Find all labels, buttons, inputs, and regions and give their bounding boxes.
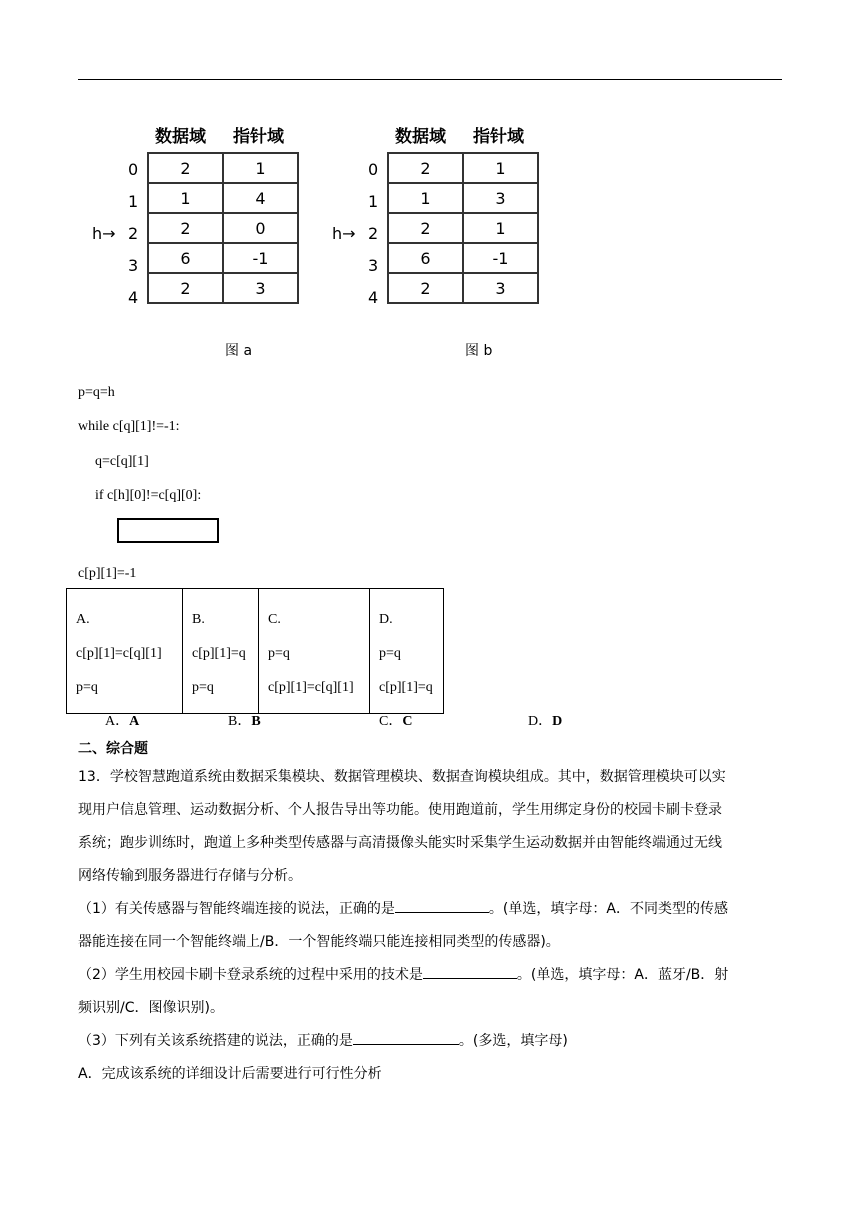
- table-row: [148, 273, 298, 303]
- figure-b-index: 2: [368, 224, 379, 243]
- choice-prefix: C．: [379, 714, 403, 729]
- pointer-cell: 1: [463, 213, 538, 243]
- section-title: 二、综合题: [78, 741, 148, 757]
- data-cell: 2: [388, 153, 463, 183]
- option-text: c[p][1]=c[q][1]: [268, 680, 354, 695]
- code-line: q=c[q][1]: [95, 454, 149, 469]
- option-text: p=q: [192, 680, 214, 695]
- table-row: [388, 213, 538, 243]
- figure-a-index: 2: [128, 224, 139, 243]
- option-text: p=q: [76, 680, 98, 695]
- figure-b-caption: 图 b: [465, 343, 493, 359]
- choice-value: C: [402, 714, 413, 729]
- pointer-cell: 1: [463, 153, 538, 183]
- table-row: [67, 589, 444, 714]
- figure-a-head-pointer: h→: [92, 224, 116, 243]
- table-row: [148, 183, 298, 213]
- figure-a-index: 1: [128, 192, 139, 211]
- question-text: 网络传输到服务器进行存储与分析。: [78, 868, 302, 884]
- data-cell: 2: [148, 273, 223, 303]
- data-cell: 1: [148, 183, 223, 213]
- figure-a-caption: 图 a: [225, 343, 253, 359]
- data-cell: 1: [388, 183, 463, 213]
- option-text: p=q: [379, 646, 401, 661]
- table-row: [148, 243, 298, 273]
- question-text: 。(单选，填字母：A．蓝牙/B．射: [516, 967, 729, 983]
- question-text: 系统；跑步训练时，跑道上多种类型传感器与高清摄像头能实时采集学生运动数据并由智能终端通过无线: [78, 835, 722, 851]
- option-text: c[p][1]=c[q][1]: [76, 646, 162, 661]
- choice-c[interactable]: [379, 710, 412, 730]
- data-cell: 6: [148, 243, 223, 273]
- table-row: [148, 213, 298, 243]
- table-row: [388, 243, 538, 273]
- option-cell-b: [183, 589, 259, 714]
- question-text: 13．学校智慧跑道系统由数据采集模块、数据管理模块、数据查询模块组成。其中，数据管理模块可以实: [78, 769, 726, 785]
- choice-d[interactable]: [528, 710, 562, 730]
- figure-b-index: 0: [368, 160, 379, 179]
- figure-b-index: 1: [368, 192, 379, 211]
- data-cell: 2: [148, 213, 223, 243]
- choice-value: B: [251, 714, 261, 729]
- option-text: p=q: [268, 646, 290, 661]
- choice-a[interactable]: [105, 710, 139, 730]
- figure-a-data-header: 数据域: [155, 127, 206, 147]
- pointer-cell: 4: [223, 183, 298, 213]
- question-text: 。(单选，填字母：A．不同类型的传感: [488, 901, 728, 917]
- choice-prefix: D．: [528, 714, 553, 729]
- option-text: c[p][1]=q: [379, 680, 433, 695]
- question-text: 现用户信息管理、运动数据分析、个人报告导出等功能。使用跑道前，学生用绑定身份的校园卡刷卡登录: [78, 802, 722, 818]
- pointer-cell: 3: [463, 183, 538, 213]
- option-text: B.: [192, 612, 205, 627]
- code-line: if c[h][0]!=c[q][0]:: [95, 488, 202, 503]
- pointer-cell: -1: [463, 243, 538, 273]
- choice-value: D: [552, 714, 563, 729]
- pointer-cell: -1: [223, 243, 298, 273]
- data-cell: 2: [388, 213, 463, 243]
- option-text: A.: [76, 612, 90, 627]
- figure-b-index: 4: [368, 288, 379, 307]
- answer-blank[interactable]: [353, 1030, 459, 1045]
- figure-b-pointer-header: 指针域: [473, 127, 524, 147]
- code-blank-box: [117, 518, 219, 543]
- table-row: [388, 153, 538, 183]
- pointer-cell: 3: [223, 273, 298, 303]
- question-13: [78, 761, 778, 1091]
- option-text: c[p][1]=q: [192, 646, 246, 661]
- table-row: [388, 183, 538, 213]
- data-cell: 2: [148, 153, 223, 183]
- code-line: c[p][1]=-1: [78, 566, 137, 581]
- figure-a-pointer-header: 指针域: [233, 127, 284, 147]
- pointer-cell: 3: [463, 273, 538, 303]
- figure-a-index: 0: [128, 160, 139, 179]
- figure-a-table: [147, 152, 299, 304]
- question-text: （1）有关传感器与智能终端连接的说法，正确的是: [78, 901, 395, 917]
- option-cell-c: [259, 589, 370, 714]
- data-cell: 6: [388, 243, 463, 273]
- option-text: C.: [268, 612, 281, 627]
- figure-a-index: 3: [128, 256, 139, 275]
- question-text: 频识别/C．图像识别)。: [78, 1000, 224, 1016]
- sub-question-2: [78, 959, 778, 992]
- question-text: 器能连接在同一个智能终端上/B．一个智能终端只能连接相同类型的传感器)。: [78, 934, 560, 950]
- table-row: [148, 153, 298, 183]
- choice-prefix: A．: [105, 714, 130, 729]
- question-text: （2）学生用校园卡刷卡登录系统的过程中采用的技术是: [78, 967, 423, 983]
- answer-blank[interactable]: [395, 898, 489, 913]
- header-rule: [78, 79, 782, 80]
- table-row: [388, 273, 538, 303]
- answer-blank[interactable]: [423, 964, 517, 979]
- option-text: D.: [379, 612, 393, 627]
- options-table: [66, 588, 444, 714]
- pointer-cell: 0: [223, 213, 298, 243]
- choice-value: A: [129, 714, 140, 729]
- question-text: （3）下列有关该系统搭建的说法，正确的是: [78, 1033, 353, 1049]
- pointer-cell: 1: [223, 153, 298, 183]
- question-text: 。(多选，填字母): [458, 1033, 568, 1049]
- sub-question-1: [78, 893, 778, 926]
- option-cell-d: [370, 589, 444, 714]
- figure-b-index: 3: [368, 256, 379, 275]
- option-a-text: A．完成该系统的详细设计后需要进行可行性分析: [78, 1066, 382, 1082]
- figure-b-table: [387, 152, 539, 304]
- figure-b-head-pointer: h→: [332, 224, 356, 243]
- option-cell-a: [67, 589, 183, 714]
- data-cell: 2: [388, 273, 463, 303]
- choice-b[interactable]: [228, 710, 261, 730]
- choice-prefix: B．: [228, 714, 252, 729]
- sub-question-3: [78, 1025, 778, 1058]
- figure-b-data-header: 数据域: [395, 127, 446, 147]
- code-line: p=q=h: [78, 385, 115, 400]
- code-line: while c[q][1]!=-1:: [78, 419, 180, 434]
- figure-a-index: 4: [128, 288, 139, 307]
